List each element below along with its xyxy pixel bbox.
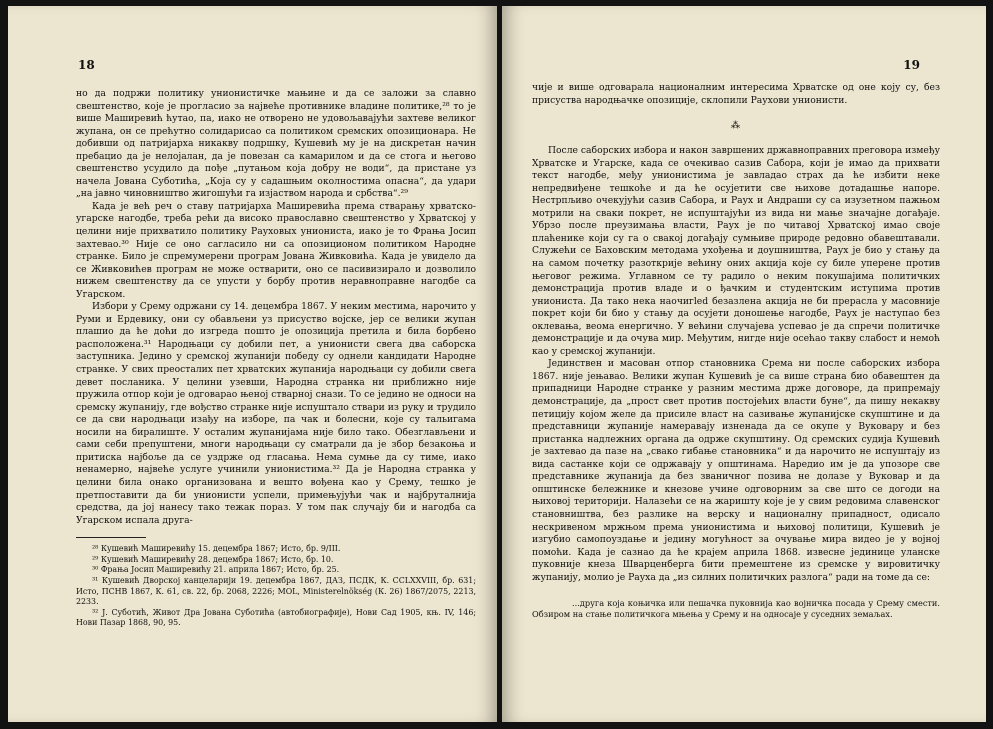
left-page	[8, 6, 497, 722]
footnotes	[76, 544, 476, 629]
left-paragraph-2: Када је већ реч о ставу патријарха Маширевића према стварању хрватско-угарске нагодбе, треба рећи да високо православно свештенство у Хрватској у целини није прихватило политику Рауховых униониста, иако је то Фрања Јосип захтевао.³⁰ Није се оно сагласило ни са опозиционом политиком Народне странке. Било је спремумерени програм Јована Живковића. Када је увидело да се Живковићев програм не може остварити, оно се пасивизирало и дозволило нижем свештенству да се упусти у борбу против неравноправне нагодбе са Угарском.	[76, 200, 476, 300]
footnote-30: ³⁰ Фрања Јосип Маширевићу 21. априла 1867; Исто, бр. 25.	[92, 565, 340, 575]
left-paragraph-3: Избори у Срему одржани су 14. децембра 1867. У неким местима, нарочито у Руми и Ердевику, они су обављени уз присуство војске, јер се велики жупан плашио да ће доћи до изгреда пошто је опозиција претила и била борбено расположена.³¹ Народњаци су добили пет, а унионисти свега два саборска заступника. Једино у сремској жупанији победу су однели кандидати Народне странке. У свих преосталих пет хрватских жупанија народњаци су добили свега девет посланика. У целини узевши, Народна странка ни приближно није пружила отпор који је одговарао њеној стварној снази. То се једино не односи на сремску жупанију, где вођство странке није испуштало ствари из руку и трудило се да сви народњаци изађу на изборе, па чак и болесни, које су тальигама носили на биралиште. У осталим жупанијама није било тако. Обезглављени и сами себи препуштени, многи народњаци су сматрали да је збор безакоња и притиска најбоље да се уздрже од гласања. Нема сумње да су тиме, иако ненамерно, највеће услуге учинили унионистима.³² Да је Народна странка у целини била онако организована и вешто вођена као у Срему, тешко је претпоставити да би унионисти успели, примењујући чак и најбруталнија средства, да јој нанесу тако тежак пораз. У том пак случају би и нагодба са Угарском испала друга-	[76, 301, 476, 526]
left-paragraph-1: но да подржи политику унионистичке мањине и да се заложи за славно свештенство, које је прогласио за највеће противнике владине политике,²⁸ то је више Маширевић ћутао, па, иако не отворено не удовољавајући захтеве великог жупана, он се прећутно солидарисао са политиком сремских опозиционара. Не добивши од патријарха никакву подршку, Кушевић му је на дискретан начин пребацио да је нелојалан, да је повезан са камарилом и да се стога и његово свештенство усудило да пође „путањом која добру не води“, да пристане уз начела Јована Суботића, „Која су у садашњим околностима опасна“, да удари „на јавно чиновништво жигошући га изјаством народа и србства“.²⁹	[76, 88, 476, 200]
right-opening-paragraph: чије и више одговарала националним интересима Хрватске од оне коју су, без присуства народњачке опозиције, склопили Раухови унионисти.	[532, 82, 940, 106]
right-paragraph-1: После саборских избора и након завршених државноправних преговора између Хрватске и Угарске, када се очекивао сазив Сабора, који је имао да прихвати текст нагодбе, међу унионистима је завладао страх да ће избити неке непредвиђене тешкоће и да ће осујетити све њихове дотадашње напоре. Нестрпљиво очекујући сазив Сабора, и Раух и Андраши су са изузетном пажњом мотрили на сваки покрет, не испуштајући из вида ни мање значајне догађаје. Убрзо после преузимања власти, Раух је по читавој Хрватској имао своје плаћенике који су га о свакој догађају сумњиве природе редовно обавештавали. Служећи се Баховским методама ухођења и доушништва, Раух је био у стању да на самом почетку разоткрије већину оних акција које су биле уперене против његовог режима. Углавном се ту радило о неким покушајима политичких демонстрација против владе и о ђачким и студентским иступима против униониста. Да тако нека наочигled безазлена акција не би прерасла у масовније покрет који би био у стању да осујети доношење нагодбе, Раух је наступао без оклевања, веома енергично. У већини случајева успевао је да спречи политичке демонстрације и да очува мир. Међутим, нигде није осећао такву слабост и немоћ као у сремској жупанији.	[532, 145, 940, 357]
footnote-28: ²⁸ Кушевић Маширевићу 15. децембра 1867; Исто, бр. 9/III.	[92, 544, 341, 554]
block-quote: ...друга која коњичка или пешачка пуковнија као војничка посада у Срему смести. Обзиром на стање политичкога мњења у Срему и на односаје у суседних земаљах.	[532, 598, 940, 620]
footnote-29: ²⁹ Кушевић Маширевићу 28. децембра 1867; Исто, бр. 10.	[92, 554, 334, 564]
right-page-number: 19	[903, 58, 920, 72]
right-page	[502, 6, 986, 722]
section-separator: ⁂	[731, 121, 741, 132]
left-page-body	[76, 88, 476, 629]
right-page-body	[532, 82, 940, 620]
footnote-31: ³¹ Кушевић Дворској канцеларији 19. децембра 1867, ДАЗ, ПСДК, К. CCLXXVIII, бр. 631; Исто, ПСНВ 1867, К. 61, св. 22, бр. 2068, 2226; MOL, Ministerelnökség (К. 26) 1867/2075, 2213, 2233.	[76, 575, 476, 607]
right-paragraph-2: Јединствен и масован отпор становника Срема ни после саборских избора 1867. није јењавао. Велики жупан Кушевић је са више страна био обавештен да припадници Народне странке у разним местима држе договоре, да припремају демонстрације, да „прост свет против постојећих власти буне“, да пишу некакву петицију којом желе да присиле власт на сазивање жупанијске скупштине и да представници жупаније намеравају изненада да се окупе у Вуковару и без пристанка надлежних органа да одрже скупштину. Од сремских судија Кушевић је захтевао да пазе на „свако гибање становника“ и да нарочито не испуштају из вида састанке који се одржавају у општинама. Наредио им је да упозоре све представнике жупанија да без званичног позива не долазе у Вуковар и да општинске бележнике и кнезове учине одговорним за све што се догоди на њиховој територији. Налазећи се на жаришту које је у свим редовима славенског становништва, без разлике на верску и националну припадност, одисало нескривеном мржњом према унионистима и њиховој политици, Кушевић је изгубио самопоуздање и једину могућност за очување мира видео је у војној помоћи. Када је сазнао да ће крајем априла 1868. извесне јединице уланске пуковније кнеза Шварценберга бити премештене из сремске у вировитичку жупанију, молио је Рауха да „из силних политичких разлога“ ради на томе да се:	[532, 358, 940, 583]
footnote-rule	[76, 537, 146, 538]
footnote-32: ³² Ј. Суботић, Живот Дра Јована Суботића (автобиографије), Нови Сад 1905, књ. IV, 146; Нови Пазар 1868, 90, 95.	[76, 607, 476, 628]
left-page-number: 18	[78, 58, 95, 72]
